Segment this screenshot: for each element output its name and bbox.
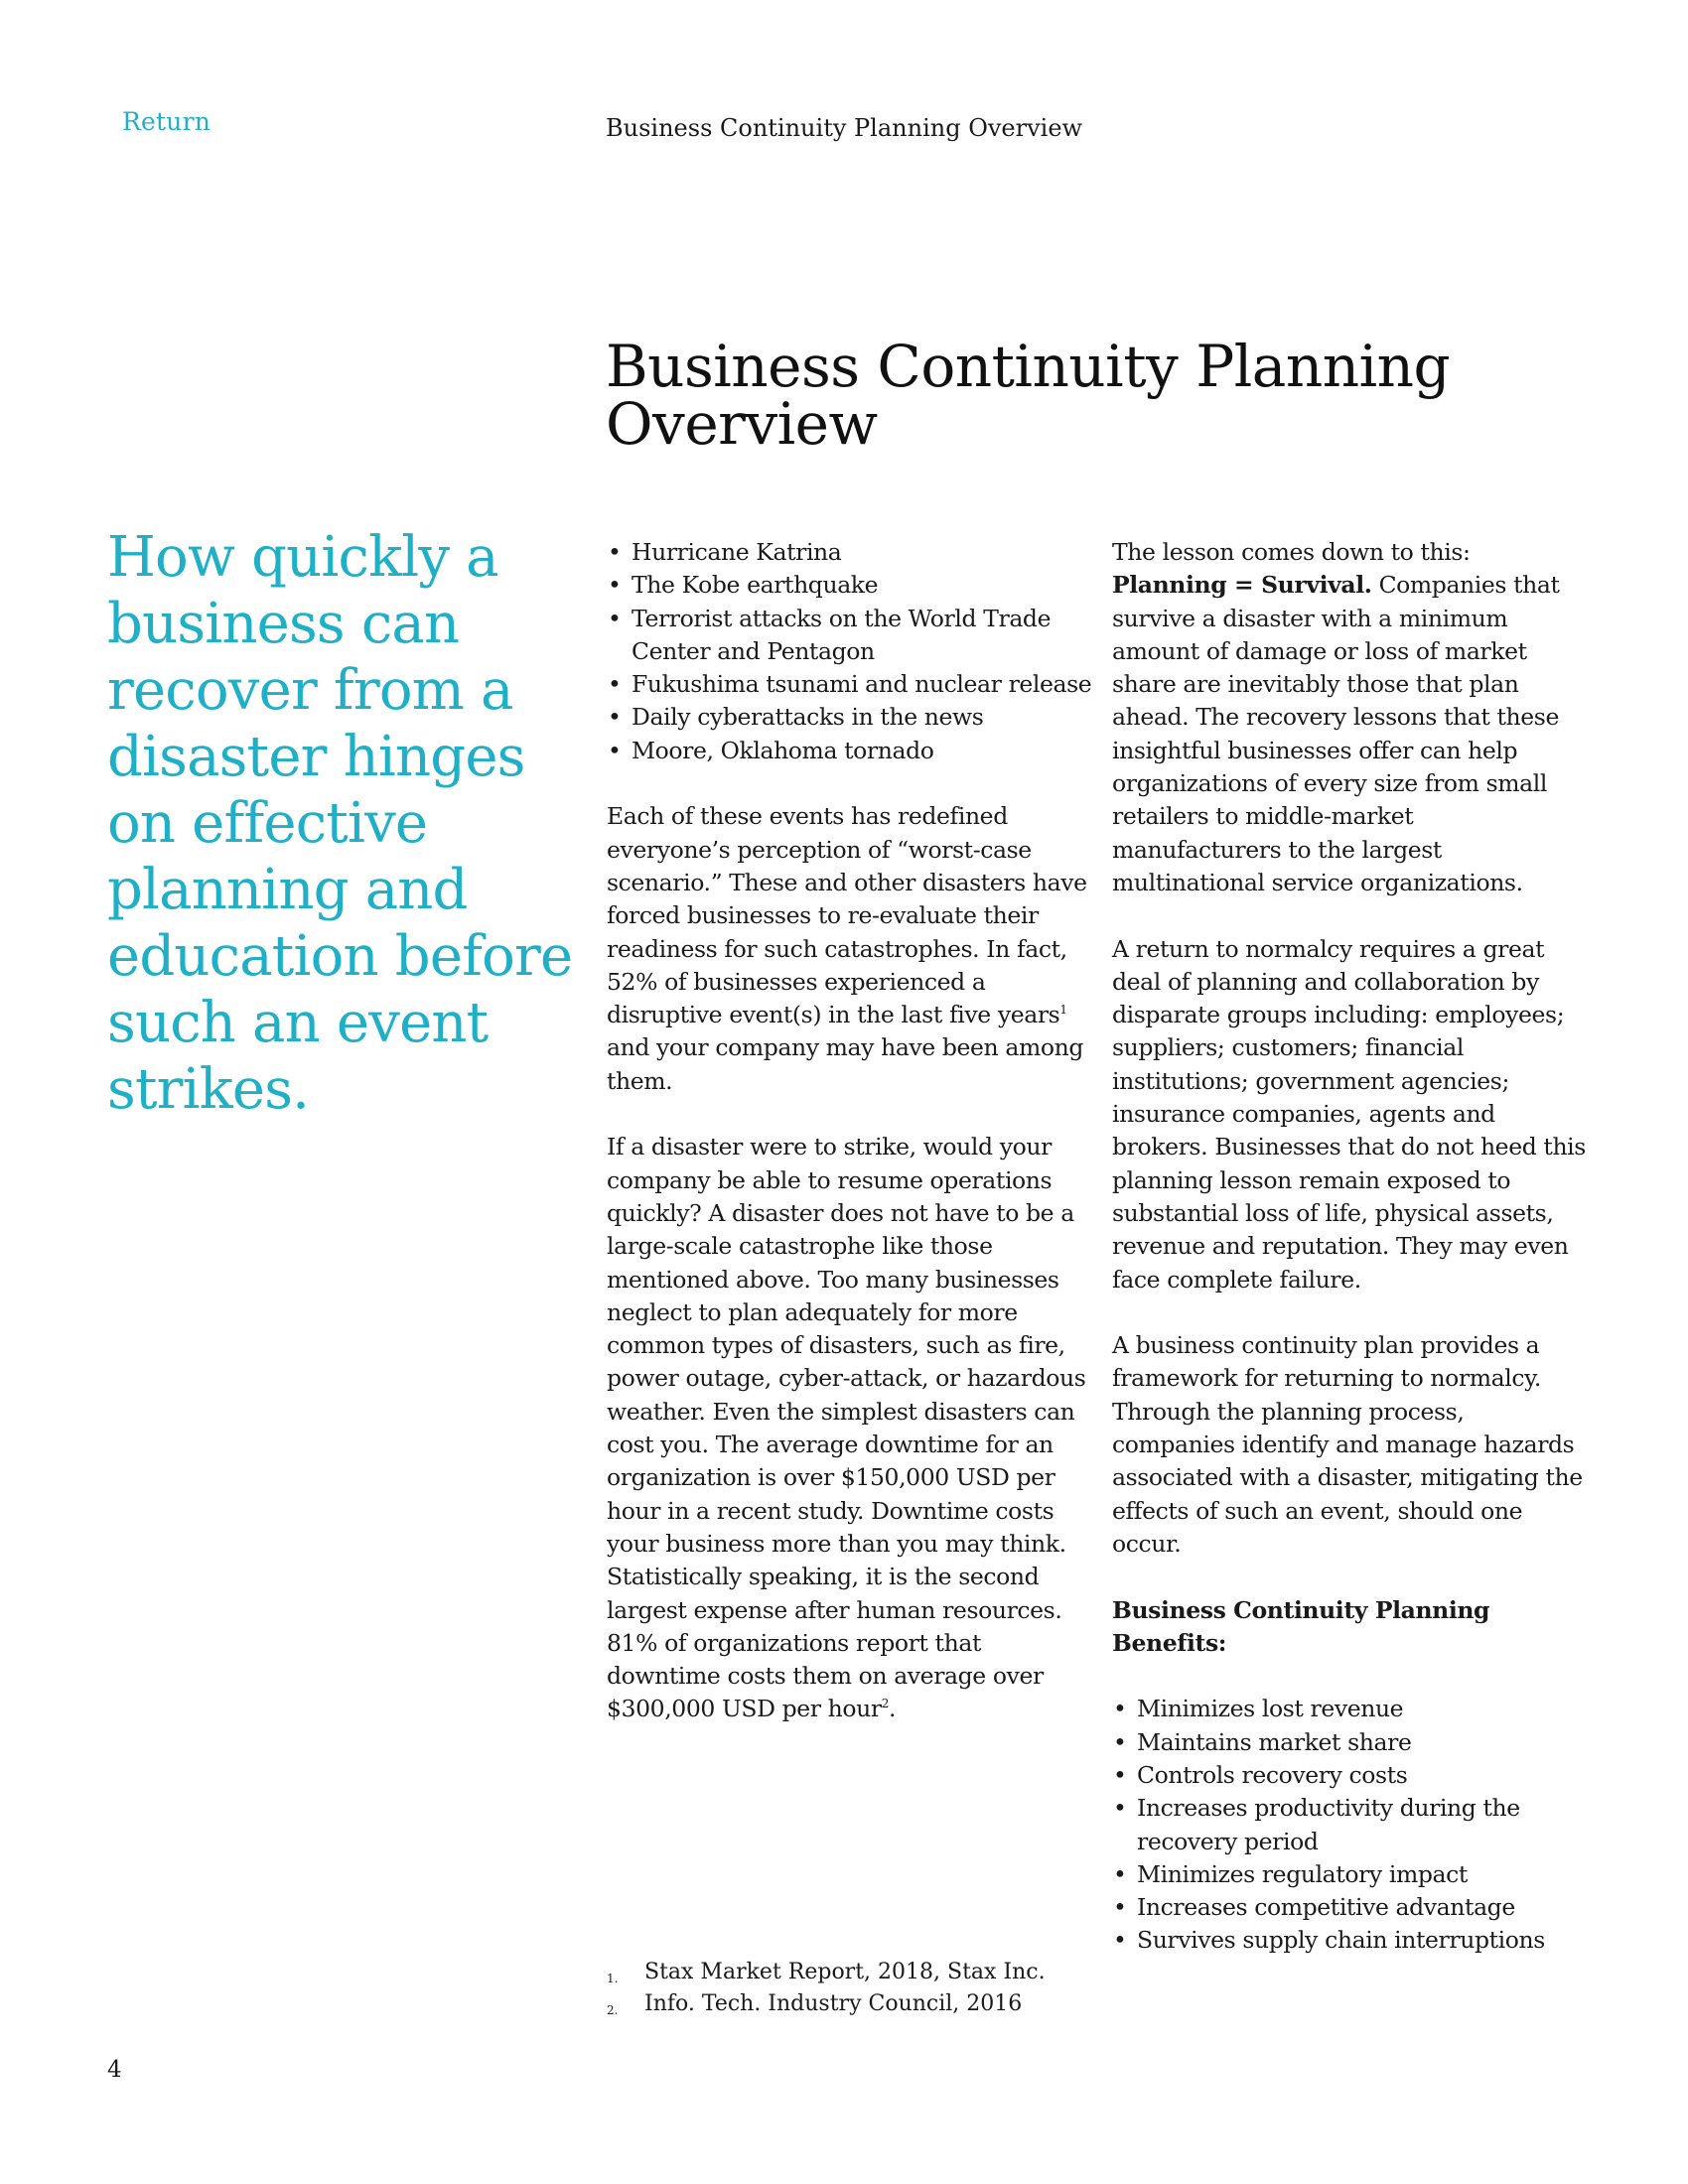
benefits-heading: Business Continuity Planning Benefits: <box>1112 1595 1490 1657</box>
paragraph-downtime <box>607 1131 1093 1725</box>
list-item: • Minimizes lost revenue <box>1112 1693 1589 1725</box>
main-column <box>607 536 1093 1759</box>
emphasis-text: Planning = Survival. <box>1112 571 1372 600</box>
footnote <box>607 1960 1302 1991</box>
list-item: • Hurricane Katrina <box>607 536 1093 569</box>
list-item: • Survives supply chain interruptions <box>1112 1924 1589 1957</box>
footnote-number: 2. <box>607 2003 619 2017</box>
right-column <box>1112 536 1589 1990</box>
list-item: • Controls recovery costs <box>1112 1759 1589 1792</box>
benefits-list <box>1112 1693 1589 1957</box>
paragraph-text: and your company may have been among them. <box>607 1033 1083 1095</box>
paragraph-text: If a disaster were to strike, would your company be able to resume operations quickly? A disaster does not have to be a large-scale catastrophe like those mentioned above. Too many businesses neglect to plan adequately for more common types of disasters, such as fire, power outage, cyber-attack, or hazardous weather. Even the simplest disasters can cost you. The average downtime for an organization is over $150,000 USD per hour in a recent study. Downtime costs your business more than you may think. Statistically speaking, it is the second largest expense after human resources. 81% of organizations report that downtime costs them on average over $300,000 USD per hour <box>607 1133 1086 1723</box>
footnote-number: 1. <box>607 1972 619 1985</box>
paragraph-text: The lesson comes down to this: <box>1112 538 1471 566</box>
list-item: • Daily cyberattacks in the news <box>607 701 1093 734</box>
paragraph-plan: A business continuity plan provides a framework for returning to normalcy. Through the planning process, companies identify and manage hazards associated with a disaster, mitigating the effects of such an event, should one occur. <box>1112 1331 1583 1558</box>
footnote <box>607 1991 1302 2023</box>
list-item: • Moore, Oklahoma tornado <box>607 735 1093 767</box>
footnotes <box>607 1960 1302 2023</box>
footnote-ref: 2 <box>881 1697 889 1711</box>
list-item: • Maintains market share <box>1112 1726 1589 1759</box>
paragraph-events-impact <box>607 800 1093 1098</box>
page-title: Business Continuity Planning Overview <box>606 333 1451 458</box>
paragraph-text: . <box>888 1695 897 1723</box>
list-item: • Increases competitive advantage <box>1112 1891 1589 1924</box>
list-item: • The Kobe earthquake <box>607 569 1093 602</box>
paragraph-text: Companies that survive a disaster with a minimum amount of damage or loss of market share are inevitably those that plan ahead. The recovery lessons that these insightful businesses offer can help organizations of every size from small retailers to middle-market manufacturers to the largest multinational service organizations. <box>1112 571 1560 896</box>
list-item: • Minimizes regulatory impact <box>1112 1858 1589 1891</box>
return-link[interactable]: Return <box>122 107 211 136</box>
page-number: 4 <box>107 2057 122 2083</box>
paragraph-lesson <box>1112 536 1589 899</box>
list-item: • Terrorist attacks on the World Trade Center and Pentagon <box>607 603 1093 669</box>
list-item: • Fukushima tsunami and nuclear release <box>607 668 1093 701</box>
footnote-text: Info. Tech. Industry Council, 2016 <box>644 1991 1023 2016</box>
events-list <box>607 536 1093 767</box>
paragraph-text: Each of these events has redefined everyone’s perception of “worst-case scenario.” These and other disasters have forced businesses to re-evaluate their readiness for such catastrophes. In fact, 52% of businesses experienced a disruptive event(s) in the last five years <box>607 802 1087 1029</box>
footnote-text: Stax Market Report, 2018, Stax Inc. <box>644 1960 1046 1984</box>
list-item: • Increases productivity during the recovery period <box>1112 1792 1589 1858</box>
running-header: Business Continuity Planning Overview <box>606 114 1083 142</box>
paragraph-normalcy: A return to normalcy requires a great deal of planning and collaboration by disparate groups including: employees; suppliers; customers; financial institutions; government agencies; insurance companies, agents and brokers. Businesses that do not heed this planning lesson remain exposed to substantial loss of life, physical assets, revenue and reputation. They may even face complete failure. <box>1112 934 1586 1294</box>
footnote-ref: 1 <box>1059 1003 1067 1018</box>
pull-quote: How quickly a business can recover from a disaster hinges on effective planning and education before such an event strikes. <box>107 525 573 1122</box>
